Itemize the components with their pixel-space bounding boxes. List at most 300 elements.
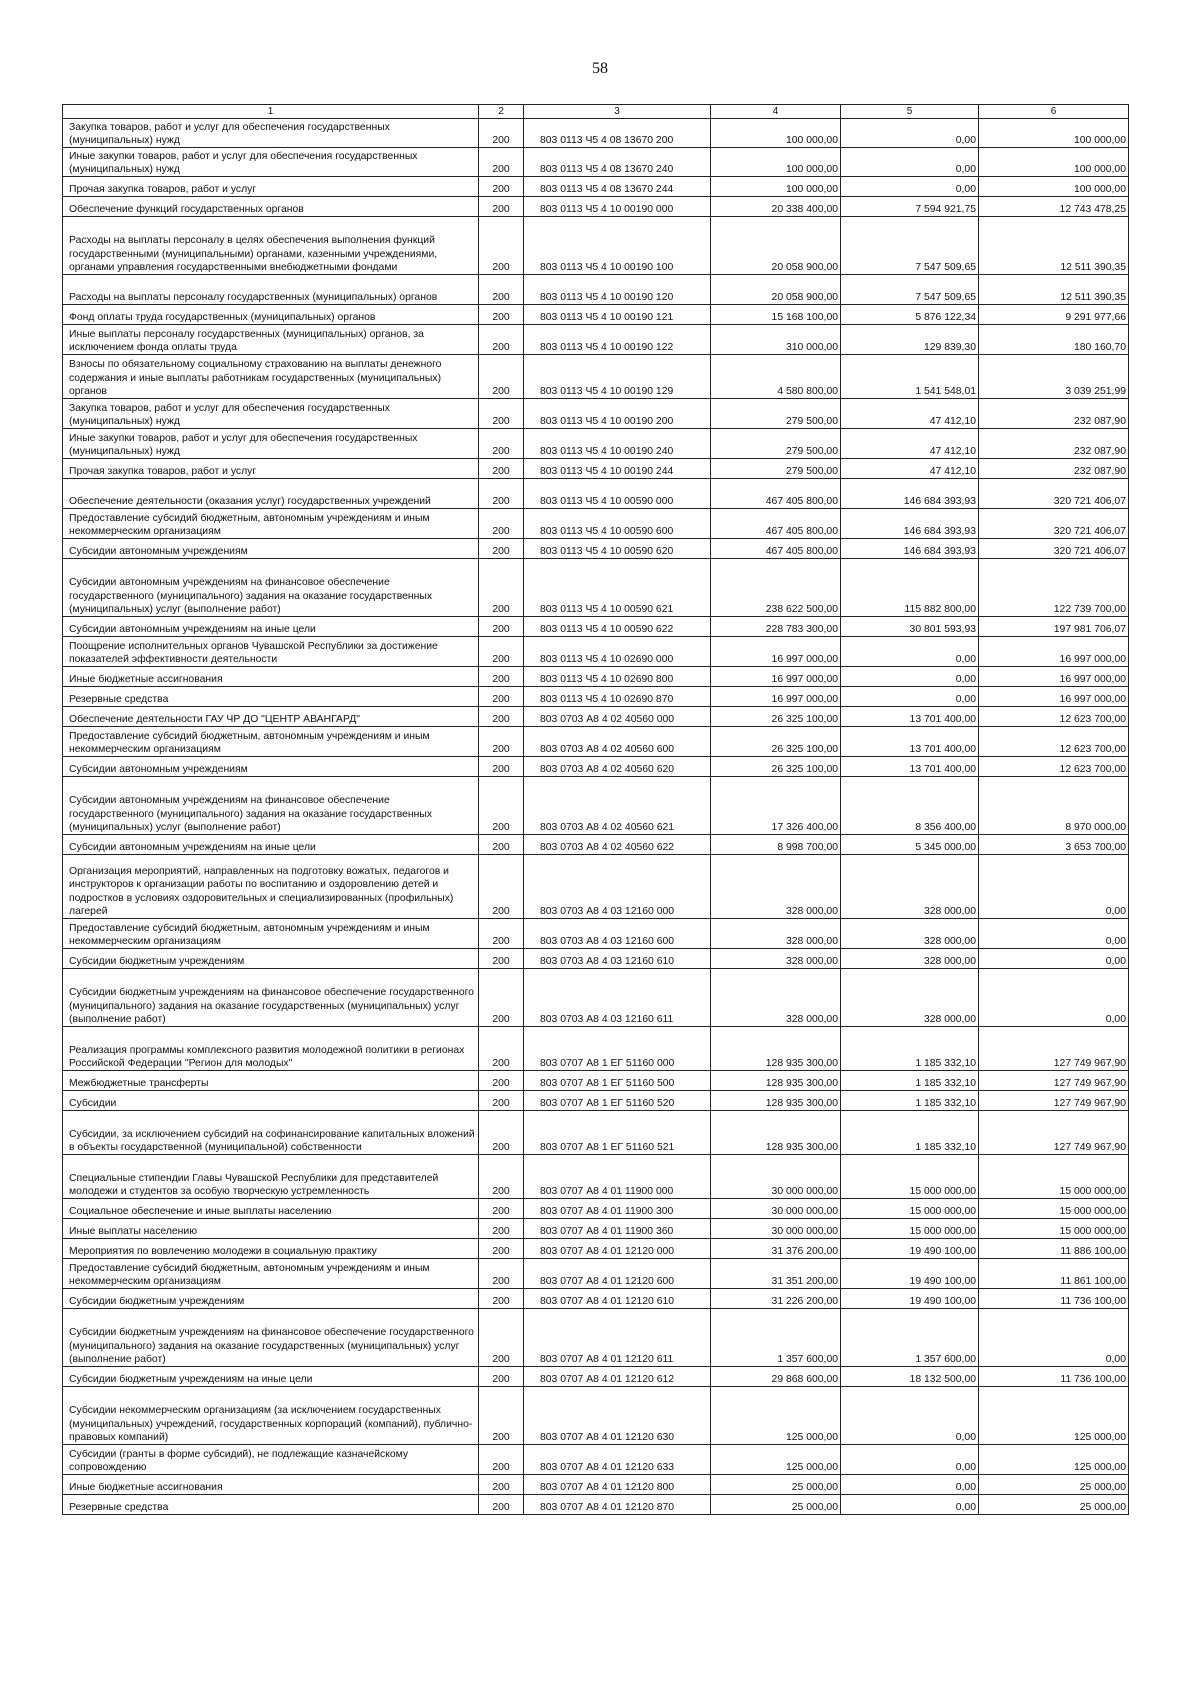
row-code-cell: 803 0113 Ч5 4 10 00190 000 — [524, 197, 711, 217]
table-row — [63, 399, 1129, 429]
table-row — [63, 1071, 1129, 1091]
table-row — [63, 1367, 1129, 1387]
row-remainder-cell: 15 000 000,00 — [979, 1155, 1129, 1199]
row-plan-cell: 30 000 000,00 — [711, 1219, 841, 1239]
row-remainder-cell: 9 291 977,66 — [979, 305, 1129, 325]
row-admin-cell: 200 — [479, 949, 524, 969]
row-admin-cell: 200 — [479, 217, 524, 275]
table-row — [63, 1219, 1129, 1239]
row-name-cell: Предоставление субсидий бюджетным, автономным учреждениям и иным некоммерческим организациям — [63, 1259, 479, 1289]
row-code-cell: 803 0707 А8 1 ЕГ 51160 520 — [524, 1091, 711, 1111]
table-row — [63, 1309, 1129, 1367]
table-row — [63, 305, 1129, 325]
row-executed-cell: 0,00 — [841, 1475, 979, 1495]
row-name-cell: Субсидии, за исключением субсидий на софинансирование капитальных вложений в объекты государственной (муниципальной) собственности — [63, 1111, 479, 1155]
row-admin-cell: 200 — [479, 559, 524, 617]
budget-table — [62, 104, 1129, 1515]
row-code-cell: 803 0113 Ч5 4 10 02690 800 — [524, 667, 711, 687]
row-plan-cell: 100 000,00 — [711, 119, 841, 148]
row-code-cell: 803 0707 А8 4 01 11900 360 — [524, 1219, 711, 1239]
row-code-cell: 803 0113 Ч5 4 10 00190 122 — [524, 325, 711, 355]
row-plan-cell: 125 000,00 — [711, 1387, 841, 1445]
row-name-cell: Социальное обеспечение и иные выплаты населению — [63, 1199, 479, 1219]
table-row — [63, 757, 1129, 777]
column-header: 2 — [479, 105, 524, 119]
table-row — [63, 429, 1129, 459]
row-plan-cell: 328 000,00 — [711, 969, 841, 1027]
row-code-cell: 803 0707 А8 4 01 11900 000 — [524, 1155, 711, 1199]
row-executed-cell: 19 490 100,00 — [841, 1259, 979, 1289]
row-code-cell: 803 0113 Ч5 4 08 13670 240 — [524, 148, 711, 177]
row-code-cell: 803 0113 Ч5 4 10 00590 622 — [524, 617, 711, 637]
row-name-cell: Расходы на выплаты персоналу в целях обеспечения выполнения функций государственными (муниципальными) органами, казенными учреждениями, органами управления государственными внебюджетными фондами — [63, 217, 479, 275]
table-row — [63, 835, 1129, 855]
table-row — [63, 1475, 1129, 1495]
row-code-cell: 803 0113 Ч5 4 10 00590 000 — [524, 479, 711, 509]
row-remainder-cell: 127 749 967,90 — [979, 1027, 1129, 1071]
row-plan-cell: 15 168 100,00 — [711, 305, 841, 325]
row-admin-cell: 200 — [479, 119, 524, 148]
row-executed-cell: 15 000 000,00 — [841, 1199, 979, 1219]
row-plan-cell: 31 351 200,00 — [711, 1259, 841, 1289]
row-admin-cell: 200 — [479, 1387, 524, 1445]
row-code-cell: 803 0707 А8 4 01 12120 800 — [524, 1475, 711, 1495]
row-remainder-cell: 12 743 478,25 — [979, 197, 1129, 217]
row-executed-cell: 0,00 — [841, 1387, 979, 1445]
row-plan-cell: 328 000,00 — [711, 855, 841, 919]
row-name-cell: Резервные средства — [63, 1495, 479, 1515]
row-executed-cell: 18 132 500,00 — [841, 1367, 979, 1387]
row-name-cell: Субсидии — [63, 1091, 479, 1111]
table-row — [63, 949, 1129, 969]
row-admin-cell: 200 — [479, 727, 524, 757]
table-row — [63, 275, 1129, 305]
row-admin-cell: 200 — [479, 177, 524, 197]
row-remainder-cell: 125 000,00 — [979, 1445, 1129, 1475]
row-code-cell: 803 0113 Ч5 4 10 00190 240 — [524, 429, 711, 459]
row-code-cell: 803 0113 Ч5 4 08 13670 200 — [524, 119, 711, 148]
row-executed-cell: 328 000,00 — [841, 949, 979, 969]
table-row — [63, 459, 1129, 479]
row-admin-cell: 200 — [479, 1091, 524, 1111]
row-name-cell: Иные закупки товаров, работ и услуг для обеспечения государственных (муниципальных) нужд — [63, 148, 479, 177]
row-plan-cell: 26 325 100,00 — [711, 727, 841, 757]
row-admin-cell: 200 — [479, 1027, 524, 1071]
table-row — [63, 1239, 1129, 1259]
row-admin-cell: 200 — [479, 148, 524, 177]
row-code-cell: 803 0707 А8 4 01 12120 610 — [524, 1289, 711, 1309]
row-remainder-cell: 0,00 — [979, 919, 1129, 949]
table-row — [63, 197, 1129, 217]
table-row — [63, 1027, 1129, 1071]
page-number: 58 — [592, 60, 608, 77]
table-row — [63, 509, 1129, 539]
row-name-cell: Обеспечение функций государственных органов — [63, 197, 479, 217]
row-remainder-cell: 3 039 251,99 — [979, 355, 1129, 399]
table-row — [63, 1199, 1129, 1219]
row-remainder-cell: 122 739 700,00 — [979, 559, 1129, 617]
row-admin-cell: 200 — [479, 969, 524, 1027]
row-executed-cell: 7 547 509,65 — [841, 217, 979, 275]
row-admin-cell: 200 — [479, 1495, 524, 1515]
row-admin-cell: 200 — [479, 1445, 524, 1475]
row-remainder-cell: 11 886 100,00 — [979, 1239, 1129, 1259]
row-executed-cell: 129 839,30 — [841, 325, 979, 355]
row-executed-cell: 13 701 400,00 — [841, 707, 979, 727]
row-executed-cell: 5 876 122,34 — [841, 305, 979, 325]
row-plan-cell: 4 580 800,00 — [711, 355, 841, 399]
row-code-cell: 803 0703 А8 4 03 12160 600 — [524, 919, 711, 949]
row-name-cell: Субсидии бюджетным учреждениям на финансовое обеспечение государственного (муниципального) задания на оказание государственных (муниципальных) услуг (выполнение работ) — [63, 969, 479, 1027]
row-code-cell: 803 0113 Ч5 4 10 00190 244 — [524, 459, 711, 479]
row-code-cell: 803 0113 Ч5 4 10 00190 100 — [524, 217, 711, 275]
row-name-cell: Субсидии бюджетным учреждениям на финансовое обеспечение государственного (муниципального) задания на оказание государственных (муниципальных) услуг (выполнение работ) — [63, 1309, 479, 1367]
row-executed-cell: 146 684 393,93 — [841, 479, 979, 509]
table-row — [63, 667, 1129, 687]
row-name-cell: Субсидии бюджетным учреждениям — [63, 949, 479, 969]
row-name-cell: Резервные средства — [63, 687, 479, 707]
row-admin-cell: 200 — [479, 1071, 524, 1091]
row-executed-cell: 1 185 332,10 — [841, 1111, 979, 1155]
row-plan-cell: 16 997 000,00 — [711, 687, 841, 707]
row-admin-cell: 200 — [479, 1475, 524, 1495]
row-remainder-cell: 127 749 967,90 — [979, 1111, 1129, 1155]
row-remainder-cell: 180 160,70 — [979, 325, 1129, 355]
row-executed-cell: 13 701 400,00 — [841, 757, 979, 777]
row-code-cell: 803 0113 Ч5 4 10 00190 129 — [524, 355, 711, 399]
row-admin-cell: 200 — [479, 479, 524, 509]
row-remainder-cell: 100 000,00 — [979, 177, 1129, 197]
row-remainder-cell: 12 511 390,35 — [979, 217, 1129, 275]
row-executed-cell: 47 412,10 — [841, 399, 979, 429]
row-admin-cell: 200 — [479, 509, 524, 539]
table-row — [63, 1495, 1129, 1515]
row-code-cell: 803 0707 А8 4 01 12120 000 — [524, 1239, 711, 1259]
row-admin-cell: 200 — [479, 1367, 524, 1387]
row-remainder-cell: 320 721 406,07 — [979, 509, 1129, 539]
row-name-cell: Иные выплаты персоналу государственных (муниципальных) органов, за исключением фонда оплаты труда — [63, 325, 479, 355]
row-admin-cell: 200 — [479, 1155, 524, 1199]
row-plan-cell: 467 405 800,00 — [711, 479, 841, 509]
row-admin-cell: 200 — [479, 355, 524, 399]
row-remainder-cell: 0,00 — [979, 855, 1129, 919]
row-admin-cell: 200 — [479, 707, 524, 727]
row-plan-cell: 20 058 900,00 — [711, 275, 841, 305]
row-remainder-cell: 15 000 000,00 — [979, 1219, 1129, 1239]
row-executed-cell: 15 000 000,00 — [841, 1155, 979, 1199]
row-remainder-cell: 12 511 390,35 — [979, 275, 1129, 305]
row-name-cell: Субсидии автономным учреждениям — [63, 757, 479, 777]
row-admin-cell: 200 — [479, 197, 524, 217]
row-name-cell: Специальные стипендии Главы Чувашской Республики для представителей молодежи и студентов за особую творческую устремленность — [63, 1155, 479, 1199]
header-row — [63, 105, 1129, 119]
row-name-cell: Субсидии некоммерческим организациям (за исключением государственных (муниципальных) учреждений, государственных корпораций (компаний), публично-правовых компаний) — [63, 1387, 479, 1445]
row-admin-cell: 200 — [479, 835, 524, 855]
row-remainder-cell: 127 749 967,90 — [979, 1071, 1129, 1091]
row-plan-cell: 128 935 300,00 — [711, 1091, 841, 1111]
row-executed-cell: 8 356 400,00 — [841, 777, 979, 835]
row-name-cell: Иные бюджетные ассигнования — [63, 667, 479, 687]
row-plan-cell: 467 405 800,00 — [711, 509, 841, 539]
row-remainder-cell: 3 653 700,00 — [979, 835, 1129, 855]
row-name-cell: Закупка товаров, работ и услуг для обеспечения государственных (муниципальных) нужд — [63, 399, 479, 429]
row-executed-cell: 0,00 — [841, 1495, 979, 1515]
row-code-cell: 803 0113 Ч5 4 10 00590 600 — [524, 509, 711, 539]
row-admin-cell: 200 — [479, 399, 524, 429]
row-plan-cell: 25 000,00 — [711, 1495, 841, 1515]
table-row — [63, 1111, 1129, 1155]
row-executed-cell: 5 345 000,00 — [841, 835, 979, 855]
row-name-cell: Взносы по обязательному социальному страхованию на выплаты денежного содержания и иные выплаты работникам государственных (муниципальных) органов — [63, 355, 479, 399]
row-executed-cell: 0,00 — [841, 687, 979, 707]
row-remainder-cell: 25 000,00 — [979, 1495, 1129, 1515]
row-admin-cell: 200 — [479, 617, 524, 637]
table-row — [63, 325, 1129, 355]
table-row — [63, 1091, 1129, 1111]
row-executed-cell: 13 701 400,00 — [841, 727, 979, 757]
row-executed-cell: 0,00 — [841, 637, 979, 667]
row-remainder-cell: 232 087,90 — [979, 399, 1129, 429]
row-remainder-cell: 16 997 000,00 — [979, 687, 1129, 707]
row-plan-cell: 100 000,00 — [711, 148, 841, 177]
row-name-cell: Поощрение исполнительных органов Чувашской Республики за достижение показателей эффективности деятельности — [63, 637, 479, 667]
row-name-cell: Иные закупки товаров, работ и услуг для обеспечения государственных (муниципальных) нужд — [63, 429, 479, 459]
table-row — [63, 539, 1129, 559]
row-code-cell: 803 0113 Ч5 4 10 00190 120 — [524, 275, 711, 305]
row-admin-cell: 200 — [479, 855, 524, 919]
row-plan-cell: 17 326 400,00 — [711, 777, 841, 835]
table-row — [63, 777, 1129, 835]
row-code-cell: 803 0703 А8 4 02 40560 620 — [524, 757, 711, 777]
row-executed-cell: 328 000,00 — [841, 919, 979, 949]
row-admin-cell: 200 — [479, 1199, 524, 1219]
row-name-cell: Прочая закупка товаров, работ и услуг — [63, 177, 479, 197]
row-executed-cell: 0,00 — [841, 148, 979, 177]
row-admin-cell: 200 — [479, 459, 524, 479]
row-plan-cell: 20 058 900,00 — [711, 217, 841, 275]
row-plan-cell: 26 325 100,00 — [711, 757, 841, 777]
row-remainder-cell: 25 000,00 — [979, 1475, 1129, 1495]
row-name-cell: Субсидии автономным учреждениям на финансовое обеспечение государственного (муниципального) задания на оказание государственных (муниципальных) услуг (выполнение работ) — [63, 777, 479, 835]
row-name-cell: Прочая закупка товаров, работ и услуг — [63, 459, 479, 479]
table-row — [63, 148, 1129, 177]
row-name-cell: Фонд оплаты труда государственных (муниципальных) органов — [63, 305, 479, 325]
row-admin-cell: 200 — [479, 1309, 524, 1367]
row-name-cell: Иные бюджетные ассигнования — [63, 1475, 479, 1495]
row-remainder-cell: 127 749 967,90 — [979, 1091, 1129, 1111]
row-name-cell: Субсидии бюджетным учреждениям — [63, 1289, 479, 1309]
row-remainder-cell: 100 000,00 — [979, 148, 1129, 177]
row-name-cell: Межбюджетные трансферты — [63, 1071, 479, 1091]
row-executed-cell: 19 490 100,00 — [841, 1289, 979, 1309]
row-plan-cell: 128 935 300,00 — [711, 1071, 841, 1091]
table-row — [63, 1387, 1129, 1445]
table-row — [63, 1289, 1129, 1309]
row-code-cell: 803 0113 Ч5 4 10 00190 200 — [524, 399, 711, 429]
row-executed-cell: 7 547 509,65 — [841, 275, 979, 305]
table-row — [63, 217, 1129, 275]
row-executed-cell: 1 185 332,10 — [841, 1027, 979, 1071]
row-plan-cell: 30 000 000,00 — [711, 1155, 841, 1199]
table-row — [63, 855, 1129, 919]
row-admin-cell: 200 — [479, 777, 524, 835]
row-admin-cell: 200 — [479, 1289, 524, 1309]
row-name-cell: Иные выплаты населению — [63, 1219, 479, 1239]
row-plan-cell: 228 783 300,00 — [711, 617, 841, 637]
row-remainder-cell: 197 981 706,07 — [979, 617, 1129, 637]
row-executed-cell: 328 000,00 — [841, 855, 979, 919]
row-code-cell: 803 0703 А8 4 02 40560 600 — [524, 727, 711, 757]
row-name-cell: Обеспечение деятельности ГАУ ЧР ДО "ЦЕНТР АВАНГАРД" — [63, 707, 479, 727]
row-plan-cell: 128 935 300,00 — [711, 1111, 841, 1155]
row-plan-cell: 310 000,00 — [711, 325, 841, 355]
table-row — [63, 617, 1129, 637]
row-plan-cell: 125 000,00 — [711, 1445, 841, 1475]
row-code-cell: 803 0113 Ч5 4 10 00190 121 — [524, 305, 711, 325]
row-code-cell: 803 0113 Ч5 4 10 02690 000 — [524, 637, 711, 667]
row-plan-cell: 16 997 000,00 — [711, 667, 841, 687]
row-remainder-cell: 320 721 406,07 — [979, 479, 1129, 509]
row-executed-cell: 0,00 — [841, 1445, 979, 1475]
row-code-cell: 803 0707 А8 4 01 12120 870 — [524, 1495, 711, 1515]
row-code-cell: 803 0707 А8 1 ЕГ 51160 000 — [524, 1027, 711, 1071]
row-admin-cell: 200 — [479, 687, 524, 707]
row-plan-cell: 328 000,00 — [711, 919, 841, 949]
row-code-cell: 803 0703 А8 4 03 12160 000 — [524, 855, 711, 919]
row-plan-cell: 279 500,00 — [711, 459, 841, 479]
table-row — [63, 119, 1129, 148]
row-plan-cell: 1 357 600,00 — [711, 1309, 841, 1367]
row-remainder-cell: 0,00 — [979, 969, 1129, 1027]
row-executed-cell: 30 801 593,93 — [841, 617, 979, 637]
row-executed-cell: 1 185 332,10 — [841, 1071, 979, 1091]
row-executed-cell: 115 882 800,00 — [841, 559, 979, 617]
row-executed-cell: 0,00 — [841, 667, 979, 687]
table-row — [63, 1445, 1129, 1475]
row-executed-cell: 47 412,10 — [841, 459, 979, 479]
row-name-cell: Предоставление субсидий бюджетным, автономным учреждениям и иным некоммерческим организациям — [63, 509, 479, 539]
row-plan-cell: 20 338 400,00 — [711, 197, 841, 217]
row-name-cell: Расходы на выплаты персоналу государственных (муниципальных) органов — [63, 275, 479, 305]
row-admin-cell: 200 — [479, 325, 524, 355]
row-name-cell: Обеспечение деятельности (оказания услуг) государственных учреждений — [63, 479, 479, 509]
row-admin-cell: 200 — [479, 539, 524, 559]
row-name-cell: Закупка товаров, работ и услуг для обеспечения государственных (муниципальных) нужд — [63, 119, 479, 148]
column-header: 1 — [63, 105, 479, 119]
row-executed-cell: 1 541 548,01 — [841, 355, 979, 399]
row-plan-cell: 128 935 300,00 — [711, 1027, 841, 1071]
table-row — [63, 637, 1129, 667]
row-admin-cell: 200 — [479, 919, 524, 949]
row-executed-cell: 0,00 — [841, 119, 979, 148]
row-admin-cell: 200 — [479, 757, 524, 777]
table-row — [63, 1155, 1129, 1199]
row-remainder-cell: 8 970 000,00 — [979, 777, 1129, 835]
row-code-cell: 803 0113 Ч5 4 10 00590 620 — [524, 539, 711, 559]
table-row — [63, 1259, 1129, 1289]
row-plan-cell: 279 500,00 — [711, 399, 841, 429]
row-code-cell: 803 0703 А8 4 03 12160 611 — [524, 969, 711, 1027]
row-plan-cell: 25 000,00 — [711, 1475, 841, 1495]
row-name-cell: Организация мероприятий, направленных на подготовку вожатых, педагогов и инструкторов к организации работы по воспитанию и оздоровлению детей и подростков в условиях оздоровительных и специализированных (профильных) лагерей — [63, 855, 479, 919]
row-executed-cell: 15 000 000,00 — [841, 1219, 979, 1239]
row-admin-cell: 200 — [479, 1239, 524, 1259]
row-executed-cell: 0,00 — [841, 177, 979, 197]
row-plan-cell: 100 000,00 — [711, 177, 841, 197]
row-plan-cell: 31 376 200,00 — [711, 1239, 841, 1259]
table-row — [63, 969, 1129, 1027]
table-row — [63, 355, 1129, 399]
row-code-cell: 803 0113 Ч5 4 10 00590 621 — [524, 559, 711, 617]
row-remainder-cell: 11 736 100,00 — [979, 1289, 1129, 1309]
row-remainder-cell: 232 087,90 — [979, 459, 1129, 479]
row-name-cell: Субсидии автономным учреждениям на финансовое обеспечение государственного (муниципального) задания на оказание государственных (муниципальных) услуг (выполнение работ) — [63, 559, 479, 617]
row-name-cell: Мероприятия по вовлечению молодежи в социальную практику — [63, 1239, 479, 1259]
row-code-cell: 803 0707 А8 4 01 12120 611 — [524, 1309, 711, 1367]
row-code-cell: 803 0113 Ч5 4 10 02690 870 — [524, 687, 711, 707]
column-header: 4 — [711, 105, 841, 119]
row-name-cell: Субсидии (гранты в форме субсидий), не подлежащие казначейскому сопровождению — [63, 1445, 479, 1475]
row-code-cell: 803 0113 Ч5 4 08 13670 244 — [524, 177, 711, 197]
table-row — [63, 479, 1129, 509]
row-name-cell: Реализация программы комплексного развития молодежной политики в регионах Российской Федерации "Регион для молодых" — [63, 1027, 479, 1071]
row-plan-cell: 31 226 200,00 — [711, 1289, 841, 1309]
row-executed-cell: 1 185 332,10 — [841, 1091, 979, 1111]
row-admin-cell: 200 — [479, 1259, 524, 1289]
row-remainder-cell: 11 861 100,00 — [979, 1259, 1129, 1289]
row-plan-cell: 29 868 600,00 — [711, 1367, 841, 1387]
row-code-cell: 803 0707 А8 4 01 12120 612 — [524, 1367, 711, 1387]
row-admin-cell: 200 — [479, 305, 524, 325]
row-remainder-cell: 125 000,00 — [979, 1387, 1129, 1445]
table-row — [63, 919, 1129, 949]
row-name-cell: Предоставление субсидий бюджетным, автономным учреждениям и иным некоммерческим организациям — [63, 919, 479, 949]
row-code-cell: 803 0707 А8 4 01 11900 300 — [524, 1199, 711, 1219]
column-header: 5 — [841, 105, 979, 119]
row-code-cell: 803 0703 А8 4 02 40560 000 — [524, 707, 711, 727]
row-plan-cell: 238 622 500,00 — [711, 559, 841, 617]
column-header: 3 — [524, 105, 711, 119]
row-executed-cell: 7 594 921,75 — [841, 197, 979, 217]
row-plan-cell: 279 500,00 — [711, 429, 841, 459]
row-plan-cell: 467 405 800,00 — [711, 539, 841, 559]
row-code-cell: 803 0707 А8 4 01 12120 630 — [524, 1387, 711, 1445]
row-remainder-cell: 0,00 — [979, 949, 1129, 969]
row-admin-cell: 200 — [479, 1219, 524, 1239]
row-plan-cell: 8 998 700,00 — [711, 835, 841, 855]
row-admin-cell: 200 — [479, 637, 524, 667]
row-remainder-cell: 12 623 700,00 — [979, 727, 1129, 757]
row-code-cell: 803 0703 А8 4 02 40560 621 — [524, 777, 711, 835]
row-remainder-cell: 100 000,00 — [979, 119, 1129, 148]
row-admin-cell: 200 — [479, 275, 524, 305]
row-code-cell: 803 0703 А8 4 02 40560 622 — [524, 835, 711, 855]
row-executed-cell: 328 000,00 — [841, 969, 979, 1027]
row-plan-cell: 26 325 100,00 — [711, 707, 841, 727]
row-executed-cell: 1 357 600,00 — [841, 1309, 979, 1367]
row-remainder-cell: 16 997 000,00 — [979, 637, 1129, 667]
row-remainder-cell: 11 736 100,00 — [979, 1367, 1129, 1387]
row-name-cell: Предоставление субсидий бюджетным, автономным учреждениям и иным некоммерческим организациям — [63, 727, 479, 757]
table-row — [63, 177, 1129, 197]
row-remainder-cell: 320 721 406,07 — [979, 539, 1129, 559]
table-body — [63, 119, 1129, 1515]
row-executed-cell: 146 684 393,93 — [841, 509, 979, 539]
row-executed-cell: 47 412,10 — [841, 429, 979, 459]
table-row — [63, 727, 1129, 757]
row-plan-cell: 30 000 000,00 — [711, 1199, 841, 1219]
row-code-cell: 803 0703 А8 4 03 12160 610 — [524, 949, 711, 969]
